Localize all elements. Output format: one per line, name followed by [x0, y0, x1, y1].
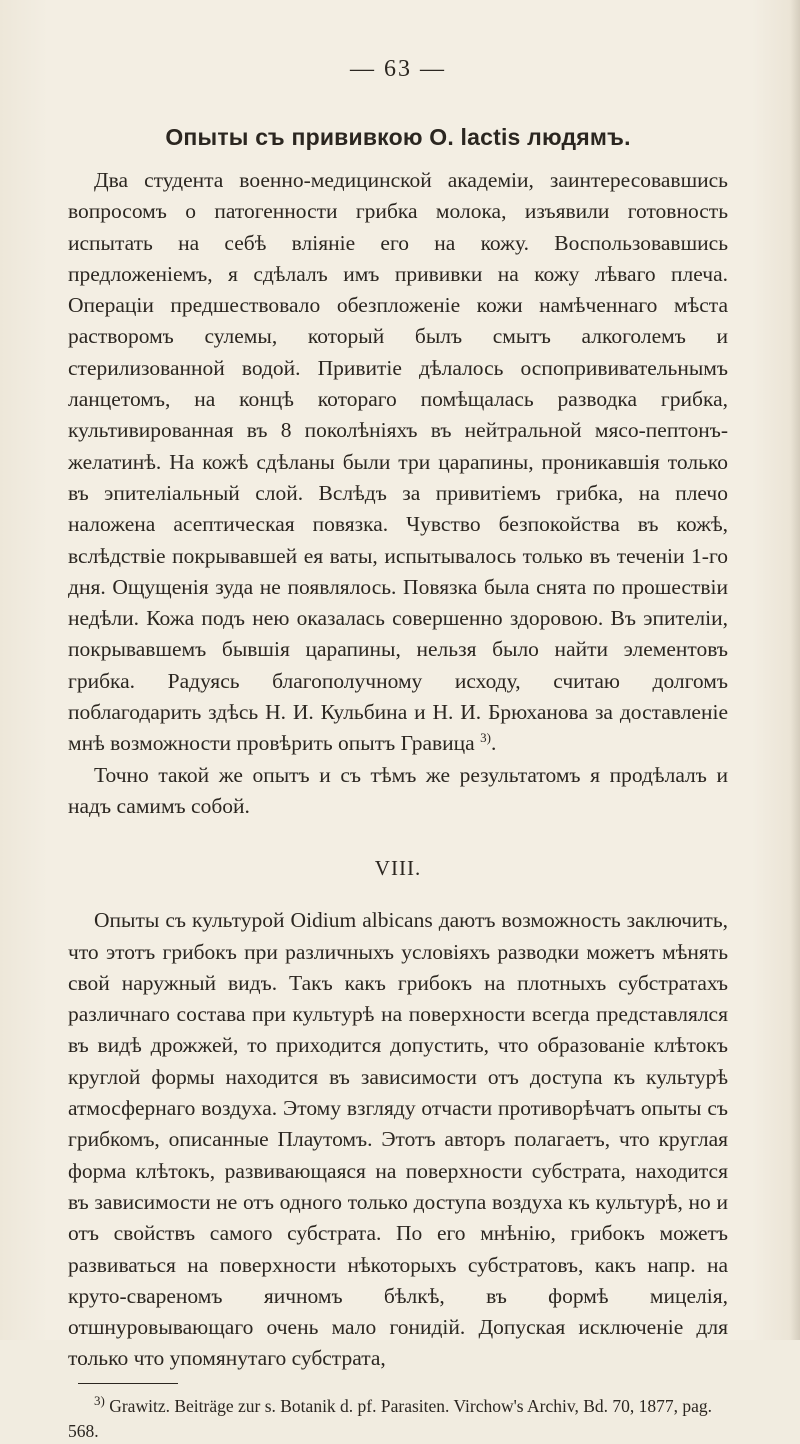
paragraph-1-end: . [490, 731, 497, 756]
paragraph-2: Точно такой же опытъ и съ тѣмъ же результатомъ я продѣлалъ и надъ самимъ собой. [68, 762, 728, 818]
section-title: Опыты съ прививкою O. lactis людямъ. [165, 124, 631, 150]
footnote-mark: 3) [94, 1392, 105, 1408]
paragraph-1 [68, 165, 728, 760]
footnote-divider [78, 1383, 178, 1384]
page-edge-shadow [790, 0, 800, 1340]
paragraph-1-text: Два студента военно-медицинской академіи, заинтересовавшись вопросомъ о патогенности грибка молока, изъявили готовность испытать на себѣ вліяніе его на кожу. Воспользовавшись предложеніемъ, я сдѣлалъ имъ прививки на кожу лѣваго плеча. Операціи предшествовало обезпложеніе кожи намѣченнаго мѣста растворомъ сулемы, который былъ смытъ алкоголемъ и стерилизованной водой. Привитіе дѣлалось оспопрививательнымъ ланцетомъ, на концѣ котораго помѣщалась разводка грибка, культивированная въ 8 поколѣніяхъ въ нейтральной мясо-пептонъ-желатинѣ. На кожѣ сдѣланы были три царапины, проникавшія только въ эпителіальный слой. Вслѣдъ за привитіемъ грибка, на плечо наложена асептическая повязка. Чувство безпокойства въ кожѣ, вслѣдствіе покрывавшей ея ваты, испытывалось только въ теченіи 1-го дня. Ощущенія зуда не появлялось. Повязка была снята по прошествіи недѣли. Кожа подъ нею оказалась совершенно здоровою. Въ эпителіи, покрывавшемъ бывшія царапины, нельзя было найти элементовъ грибка. Радуясь благополучному исходу, считаю долгомъ поблагодарить здѣсь Н. И. Кульбина и Н. И. Брюханова за доставленіе мнѣ возможности провѣрить опытъ Гравица [68, 168, 728, 756]
page-number: — 63 — [350, 56, 446, 82]
section-number: VIII. [374, 856, 422, 881]
footnote-text: Grawitz. Beiträge zur s. Botanik d. pf. Parasiten. Virchow's Archiv, Bd. 70, 1877, pag. 568. [68, 1395, 713, 1441]
page-text-block [68, 56, 728, 1444]
paragraph-3: Опыты съ культурой Oidium albicans даютъ возможность заключить, что этотъ грибокъ при различныхъ условіяхъ разводки можетъ мѣнять свой наружный видъ. Такъ какъ грибокъ на плотныхъ субстратахъ различнаго состава при культурѣ на поверхности всегда представлялся въ видѣ дрожжей, то приходится допустить, что образованіе клѣтокъ круглой формы находится въ зависимости отъ доступа къ культурѣ атмосфернаго воздуха. Этому взгляду отчасти противорѣчатъ опыты съ грибкомъ, описанные Плаутомъ. Этотъ авторъ полагаетъ, что круглая форма клѣтокъ, развивающаяся на поверхности субстрата, находится въ зависимости не отъ одного только доступа воздуха къ культурѣ, но и отъ свойствъ самого субстрата. По его мнѣнію, грибокъ можетъ развиваться на поверхности нѣкоторыхъ субстратовъ, какъ напр. на круто-свареномъ яичномъ бѣлкѣ, въ формѣ мицелія, отшнуровывающаго очень мало гонидій. Допуская исключеніе для только что упомянутаго субстрата, [68, 908, 728, 1371]
footnote [68, 1394, 728, 1444]
footnote-reference: 3) [480, 730, 491, 746]
